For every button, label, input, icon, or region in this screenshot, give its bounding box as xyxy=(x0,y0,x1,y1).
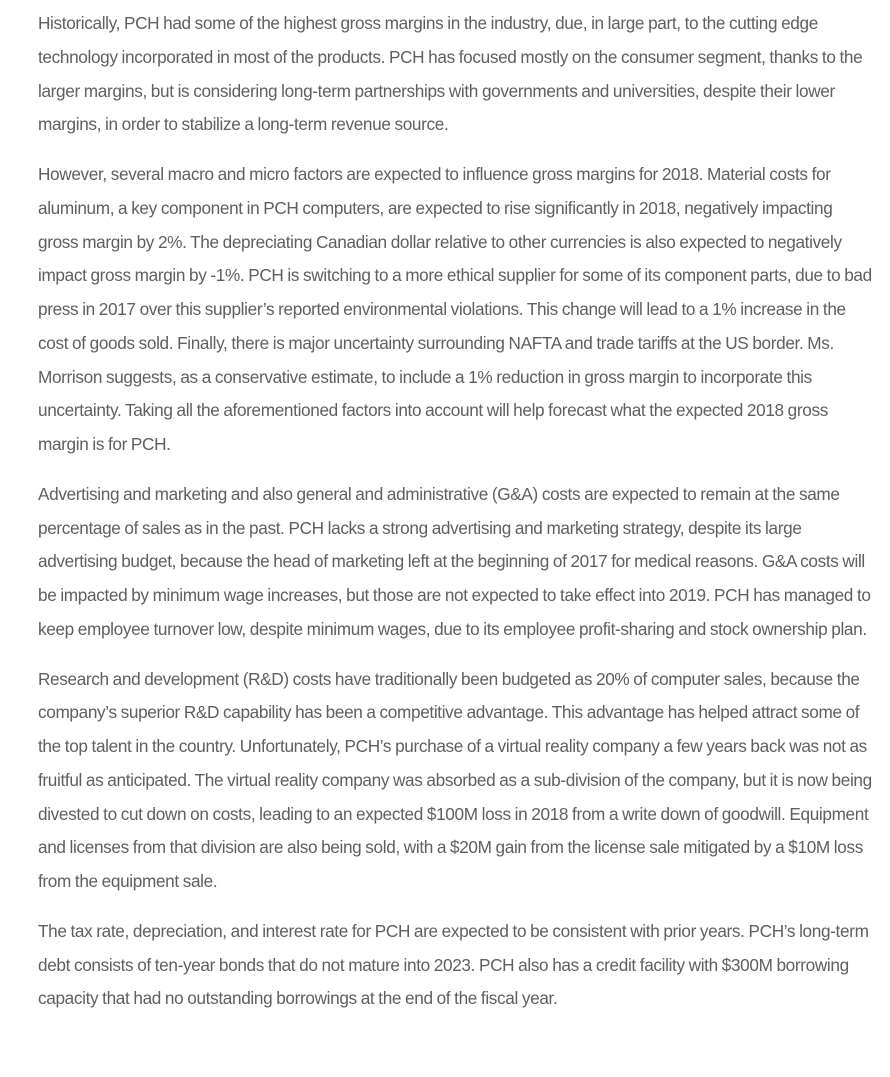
paragraph-gross-margin-history: Historically, PCH had some of the highest gross margins in the industry, due, in large part, to the cutting edge technology incorporated in most of the products. PCH has focused mostly on the consumer segment, thanks to the larger margins, but is considering long-term partnerships with governments and universities, despite their lower margins, in order to stabilize a long-term revenue source. xyxy=(38,13,863,135)
paragraph-gross-margin-factors: However, several macro and micro factors are expected to influence gross margins for 2018. Material costs for aluminum, a key component in PCH computers, are expected to rise significantly in 2018, negatively impacting gross margin by 2%. The depreciating Canadian dollar relative to other currencies is also expected to negatively impact gross margin by -1%. PCH is switching to a more ethical supplier for some of its component parts, due to bad press in 2017 over this supplier’s reported environmental violations. This change will lead to a 1% increase in the cost of goods sold. Finally, there is major uncertainty surrounding NAFTA and trade tariffs at the US border. Ms. Morrison suggests, as a conservative estimate, to include a 1% reduction in gross margin to incorporate this uncertainty. Taking all the aforementioned factors into account will help forecast what the expected 2018 gross margin is for PCH. xyxy=(38,164,872,454)
article-body xyxy=(38,7,872,1032)
paragraph-advertising-ga: Advertising and marketing and also general and administrative (G&A) costs are expected to remain at the same percentage of sales as in the past. PCH lacks a strong advertising and marketing strategy, despite its large advertising budget, because the head of marketing left at the beginning of 2017 for medical reasons. G&A costs will be impacted by minimum wage increases, but those are not expected to take effect into 2019. PCH has managed to keep employee turnover low, despite minimum wages, due to its employee profit-sharing and stock ownership plan. xyxy=(38,483,871,639)
paragraph-research-development: Research and development (R&D) costs have traditionally been budgeted as 20% of computer sales, because the company’s superior R&D capability has been a competitive advantage. This advantage has helped attract some of the top talent in the country. Unfortunately, PCH’s purchase of a virtual reality company a few years back was not as fruitful as anticipated. The virtual reality company was absorbed as a sub-division of the company, but it is now being divested to cut down on costs, leading to an expected $100M loss in 2018 from a write down of goodwill. Equipment and licenses from that division are also being sold, with a $20M gain from the license sale mitigated by a $10M loss from the equipment sale. xyxy=(38,668,872,891)
paragraph-tax-debt: The tax rate, depreciation, and interest rate for PCH are expected to be consistent with prior years. PCH’s long-term debt consists of ten-year bonds that do not mature into 2023. PCH also has a credit facility with $300M borrowing capacity that had no outstanding borrowings at the end of the fiscal year. xyxy=(38,920,869,1009)
